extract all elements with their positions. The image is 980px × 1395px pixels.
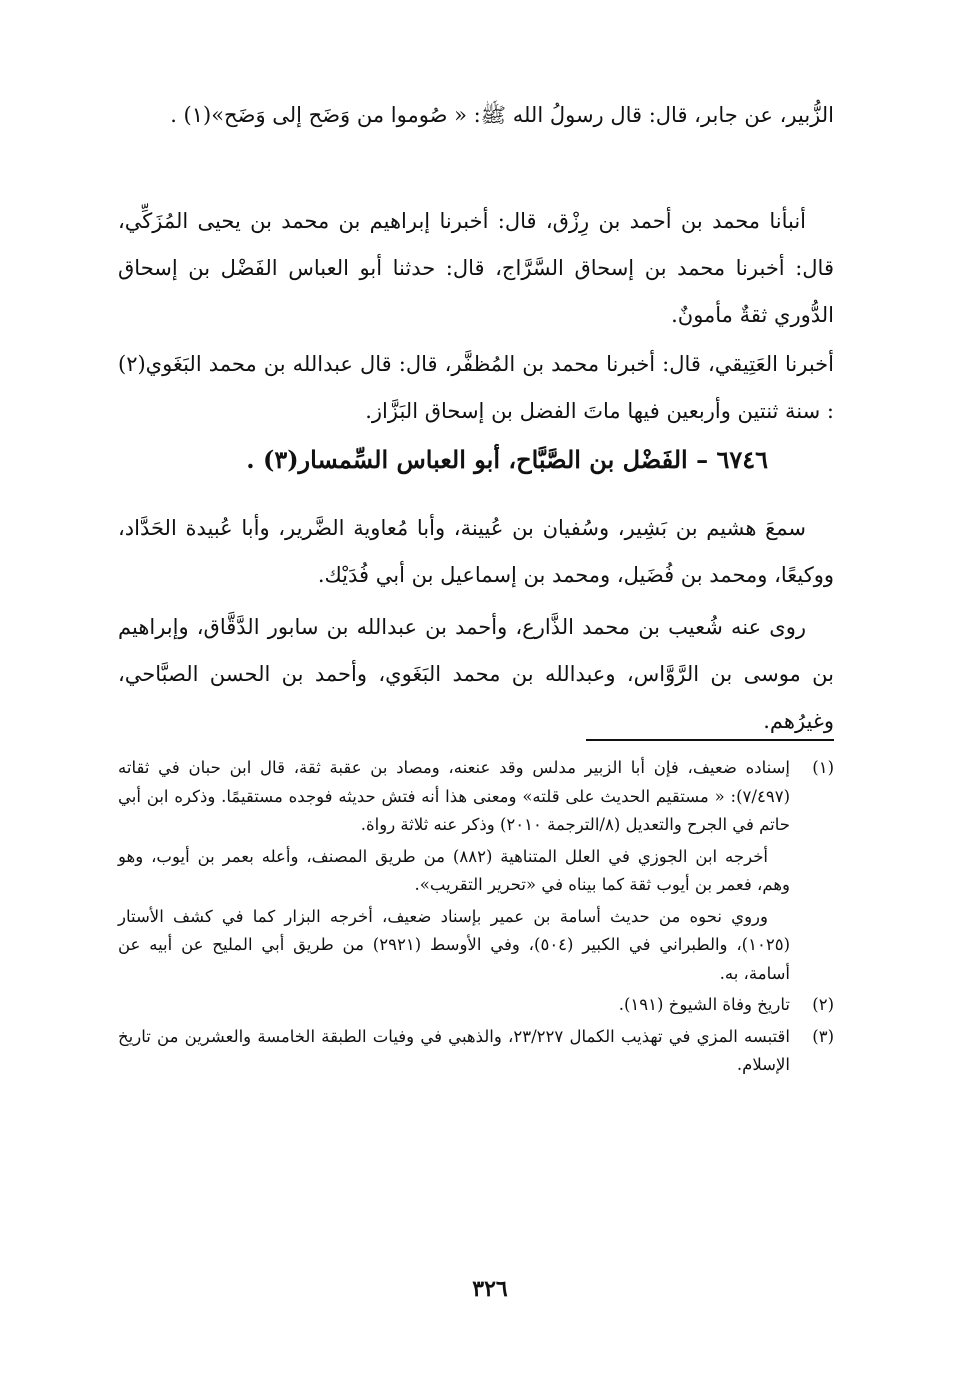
paragraph-isnad-1 (118, 198, 834, 339)
footnote-text: إسناده ضعيف، فإن أبا الزبير مدلس وقد عنعنه، ومصاد بن عقبة ثقة، قال ابن حبان في ثقاته (٧/٤٩٧): « مستقيم الحديث على قلته» ومعنى هذا أنه فتش حديثه فوجده مستقيمًا. وذكره ابن أبي حاتم في الجرح والتعديل (٨/الترجمة ٢٠١٠) وذكر عنه ثلاثة رواة. (118, 758, 790, 834)
paragraph-heard-from (118, 505, 834, 599)
entry-heading: ٦٧٤٦ – الفَضْل بن الصَّبَّاح، أبو العباس السِّمسار(٣) . (246, 445, 768, 474)
paragraph-text: أنبأنا محمد بن أحمد بن رِزْق، قال: أخبرنا إبراهيم بن محمد بن يحيى المُزَكِّي، قال: أخبرنا محمد بن إسحاق السَّرَّاج، قال: حدثنا أبو العباس الفَضْل بن إسحاق الدُّوري ثقةٌ مأمونٌ. (118, 209, 834, 327)
footnote-number: (٢) (812, 995, 834, 1014)
footnote-1 (118, 754, 834, 840)
paragraph-isnad-2 (118, 341, 834, 435)
paragraph-text: أخبرنا العَتِيقي، قال: أخبرنا محمد بن المُظفَّر، قال: قال عبدالله بن محمد البَغَوي(٢) : سنة ثنتين وأربعين فيها ماتَ الفضل بن إسحاق البَزَّاز. (118, 352, 834, 423)
footnote-2 (118, 991, 834, 1020)
footnote-number: (٣) (812, 1026, 834, 1046)
paragraph-hadith-end (118, 92, 834, 139)
footnote-1-continuation: أخرجه ابن الجوزي في العلل المتناهية (٨٨٢) من طريق المصنف، وأعله بعمر بن أيوب، وهو وهم، فعمر بن أيوب ثقة كما بيناه في «تحرير التقريب». (118, 846, 790, 894)
footnote-number: (١) (812, 758, 834, 777)
footnote-separator (586, 739, 834, 741)
paragraph-narrated-by (118, 604, 834, 745)
footnotes (118, 754, 834, 1083)
paragraph-text: روى عنه شُعيب بن محمد الذَّارع، وأحمد بن عبدالله بن سابور الدَّقَّاق، وإبراهيم بن موسى بن الرَّوَّاس، وعبدالله بن محمد البَغَوي، وأحمد بن الحسن الصبَّاحي، وغيرُهم. (118, 615, 834, 733)
footnote-3 (118, 1023, 834, 1080)
footnote-text: اقتبسه المزي في تهذيب الكمال ٢٣/٢٢٧، والذهبي في وفيات الطبقة الخامسة والعشرين من تاريخ الإسلام. (118, 1026, 790, 1074)
page-number: ٣٢٦ (472, 1276, 508, 1302)
paragraph-text: الزُّبير، عن جابر، قال: قال رسولُ الله ﷺ: « صُوموا من وَضَح إلى وَضَح»(١) . (170, 103, 834, 127)
footnote-text: تاريخ وفاة الشيوخ (١٩١). (618, 995, 790, 1014)
footnote-1-continuation: وروي نحوه من حديث أسامة بن عمير بإسناد ضعيف، أخرجه البزار كما في كشف الأستار (١٠٢٥)، والطبراني في الكبير (٥٠٤)، وفي الأوسط (٢٩٢١) من طريق أبي المليح عن أبيه عن أسامة، به. (118, 906, 791, 983)
paragraph-text: سمعَ هشيم بن بَشِير، وسُفيان بن عُيينة، وأبا مُعاوية الضَّرير، وأبا عُبيدة الحَدَّاد، ووكيعًا، ومحمد بن فُضَيل، ومحمد بن إسماعيل بن أبي فُدَيْك. (118, 516, 834, 587)
